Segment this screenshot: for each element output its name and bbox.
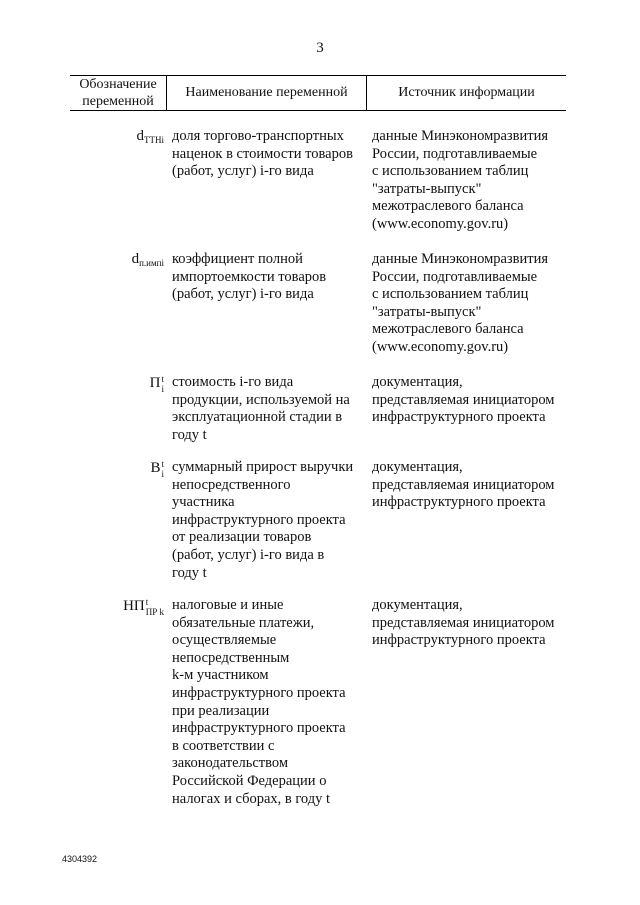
variable-source: документация, представляемая инициатором инфраструктурного проекта (372, 597, 555, 649)
variable-description: стоимость i-го вида продукции, используемой на эксплуатационной стадии в году t (172, 374, 350, 443)
variable-symbol: $d_{п.импi}$ (131, 251, 164, 268)
variable-source: документация, представляемая инициатором инфраструктурного проекта (372, 374, 555, 426)
variable-symbol: Вt i (150, 459, 164, 479)
header-col-symbol: Обозначение переменной (79, 77, 157, 109)
variable-symbol: НПt ПР k (123, 597, 164, 617)
variable-source: данные Минэкономразвития России, подготавливаемые с использованием таблиц "затраты-выпуск" межотраслевого баланса (www.economy.gov.ru) (372, 128, 549, 232)
page-number: 3 (316, 40, 324, 56)
header-col-name: Наименование переменной (185, 85, 348, 100)
variable-source: документация, представляемая инициатором инфраструктурного проекта (372, 459, 555, 511)
table-header-bottom-border (70, 110, 566, 111)
header-col-source: Источник информации (398, 85, 535, 100)
variable-description: коэффициент полной импортоемкости товаров (работ, услуг) i-го вида (172, 251, 327, 303)
variable-description: налоговые и иные обязательные платежи, осуществляемые непосредственным k-м участником инфраструктурного проекта при реализации инфраструктурного проекта в соответствии с законодательством Российской Федерации о налогах и сборах, в году t (172, 597, 346, 807)
document-code: 4304392 (62, 854, 98, 864)
variable-description: доля торгово-транспортных наценок в стоимости товаров (работ, услуг) i-го вида (172, 128, 353, 180)
variable-symbol: $d_{ТТНi}$ (136, 128, 164, 145)
table-header (70, 75, 566, 111)
variable-symbol: Пt i (149, 374, 164, 394)
variable-source: данные Минэкономразвития России, подготавливаемые с использованием таблиц "затраты-выпуск" межотраслевого баланса (www.economy.gov.ru) (372, 251, 549, 355)
variable-description: суммарный прирост выручки непосредственного участника инфраструктурного проекта от реализации товаров (работ, услуг) i-го вида в году t (172, 459, 354, 581)
